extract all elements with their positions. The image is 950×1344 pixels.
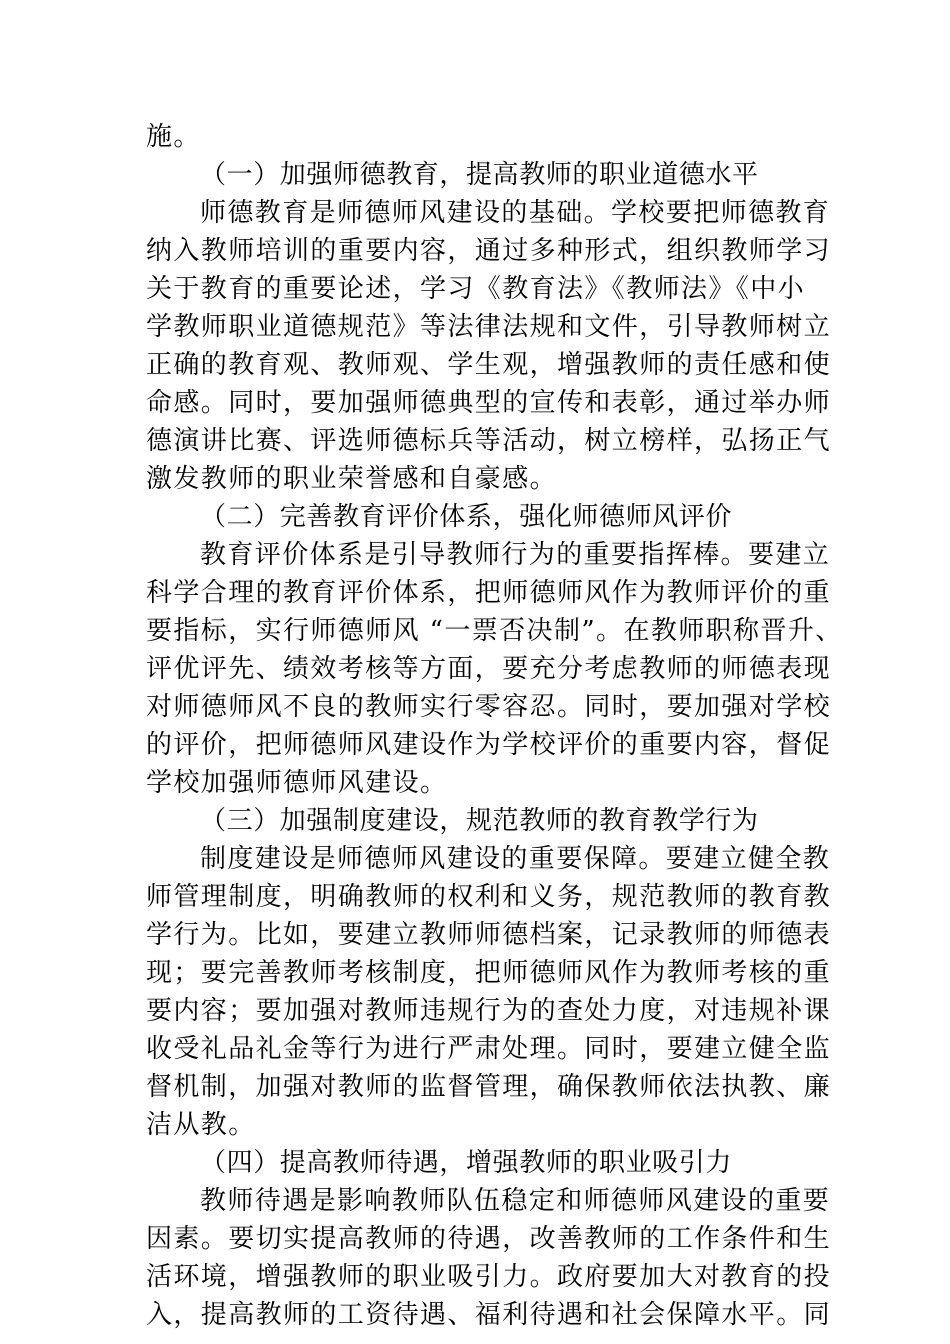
paragraph-line: 教育评价体系是引导教师行为的重要指挥棒。要建立: [200, 540, 831, 570]
text-line: 施。: [146, 122, 201, 152]
paragraph-line: 洁从教。: [146, 1110, 256, 1140]
section-heading-2: （二）完善教育评价体系，强化师德师风评价: [200, 502, 733, 532]
paragraph-line: 学教师职业道德规范》等法律法规和文件，引导教师树立: [146, 312, 832, 342]
paragraph-line: 教师待遇是影响教师队伍稳定和师德师风建设的重要: [200, 1186, 831, 1216]
section-heading-1: （一）加强师德教育，提高教师的职业道德水平: [200, 160, 759, 190]
paragraph-line: 学行为。比如，要建立教师师德档案，记录教师的师德表: [146, 920, 832, 950]
paragraph-line: 学校加强师德师风建设。: [146, 768, 448, 798]
paragraph-line: 激发教师的职业荣誉感和自豪感。: [146, 464, 558, 494]
paragraph-line: 对师德师风不良的教师实行零容忍。同时，要加强对学校: [146, 692, 832, 722]
paragraph-line: 科学合理的教育评价体系，把师德师风作为教师评价的重: [146, 578, 832, 608]
paragraph-line: 师管理制度，明确教师的权利和义务，规范教师的教育教: [146, 882, 832, 912]
paragraph-line: 命感。同时，要加强师德典型的宣传和表彰，通过举办师: [146, 388, 832, 418]
paragraph-line: 的评价，把师德师风建设作为学校评价的重要内容，督促: [146, 730, 832, 760]
paragraph-line: 要内容；要加强对教师违规行为的查处力度，对违规补课: [146, 996, 832, 1026]
section-heading-4: （四）提高教师待遇，增强教师的职业吸引力: [200, 1148, 733, 1178]
paragraph-line: 评优评先、绩效考核等方面，要充分考虑教师的师德表现: [146, 654, 832, 684]
paragraph-line: 收受礼品礼金等行为进行严肃处理。同时，要建立健全监: [146, 1034, 832, 1064]
paragraph-line: 现；要完善教师考核制度，把师德师风作为教师考核的重: [146, 958, 832, 988]
paragraph-line: 正确的教育观、教师观、学生观，增强教师的责任感和使: [146, 350, 832, 380]
paragraph-line: 因素。要切实提高教师的待遇，改善教师的工作条件和生: [146, 1224, 832, 1254]
paragraph-line: 督机制，加强对教师的监督管理，确保教师依法执教、廉: [146, 1072, 832, 1102]
paragraph-line: 制度建设是师德师风建设的重要保障。要建立健全教: [200, 844, 831, 874]
paragraph-line: 要指标，实行师德师风 “一票否决制”。在教师职称晋升、: [146, 616, 843, 646]
paragraph-line: 活环境，增强教师的职业吸引力。政府要加大对教育的投: [146, 1262, 832, 1292]
paragraph-line: 入，提高教师的工资待遇、福利待遇和社会保障水平。同: [146, 1300, 832, 1330]
paragraph-line: 师德教育是师德师风建设的基础。学校要把师德教育: [200, 198, 831, 228]
paragraph-line: 关于教育的重要论述，学习《教育法》《教师法》《中小: [146, 274, 806, 304]
section-heading-3: （三）加强制度建设，规范教师的教育教学行为: [200, 806, 759, 836]
paragraph-line: 德演讲比赛、评选师德标兵等活动，树立榜样，弘扬正气: [146, 426, 832, 456]
paragraph-line: 纳入教师培训的重要内容，通过多种形式，组织教师学习: [146, 236, 832, 266]
